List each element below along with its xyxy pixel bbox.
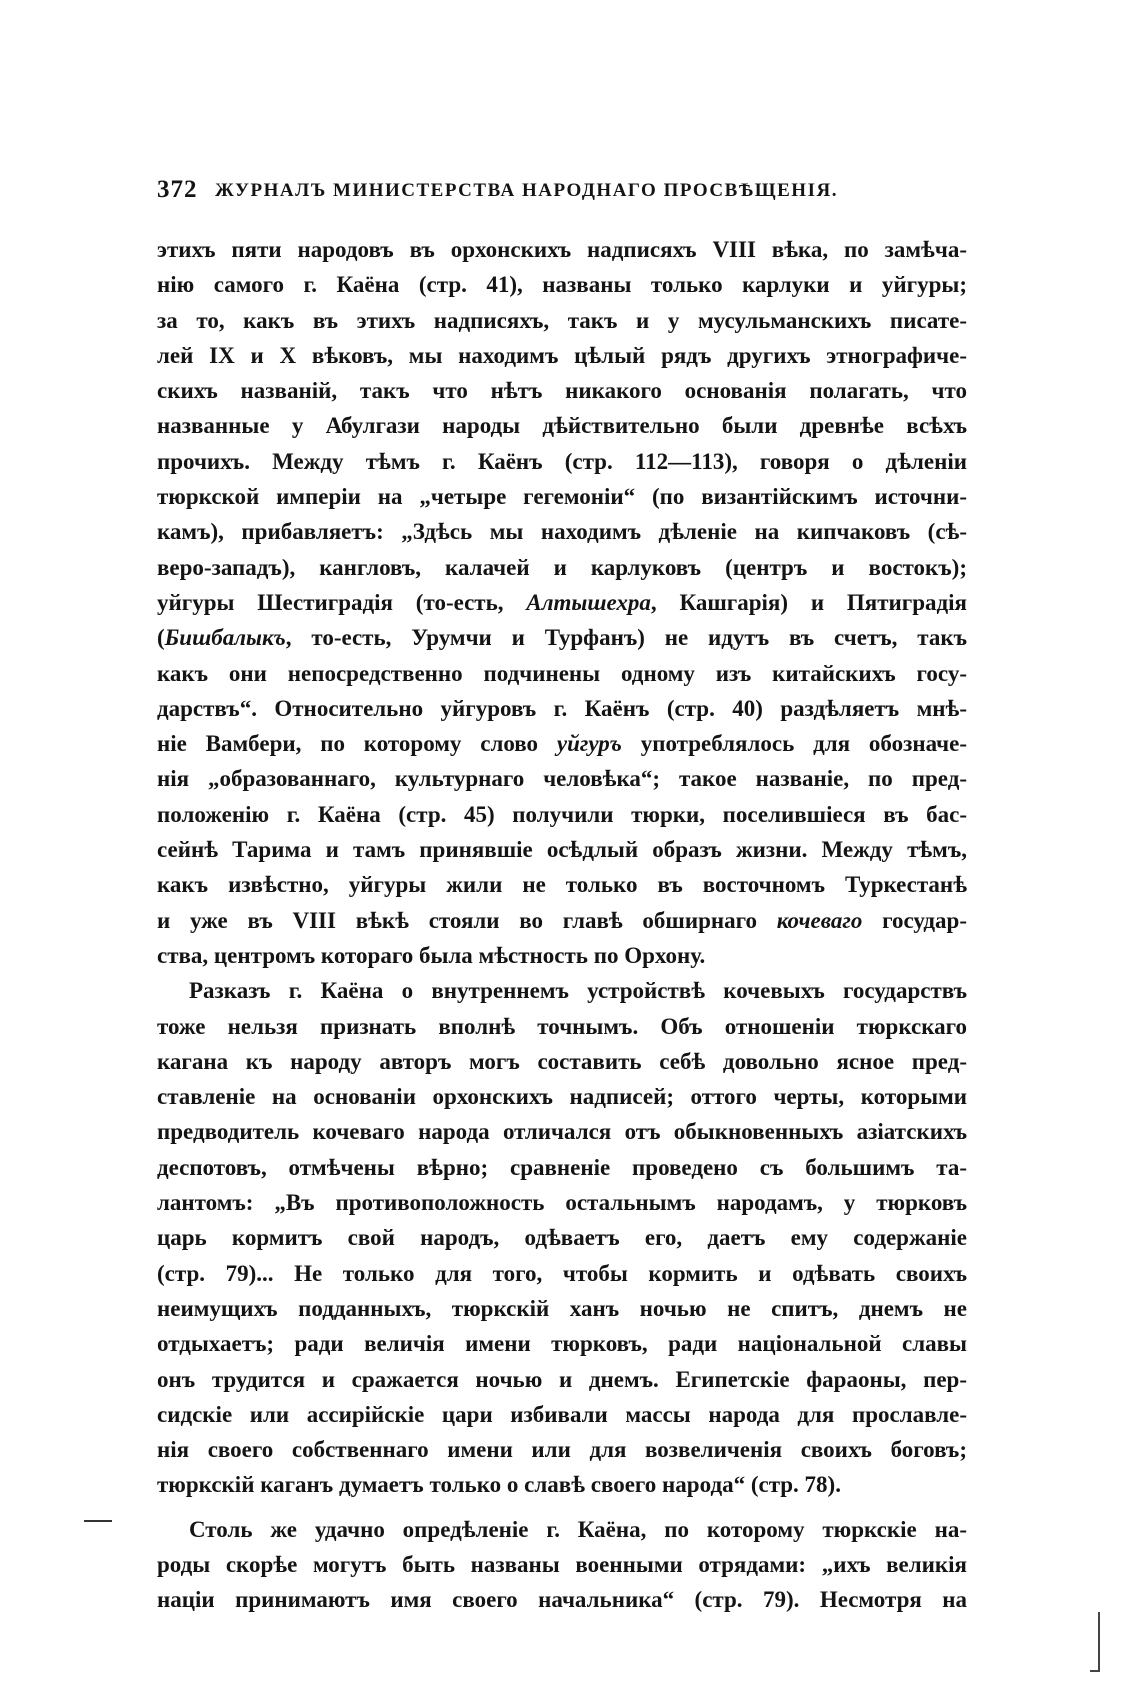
text-line: ставленіе на основаніи орхонскихъ надписей; оттого черты, которыми <box>157 1084 967 1110</box>
text-line: положенію г. Каёна (стр. 45) получили тюрки, поселившіеся въ бас- <box>157 801 967 827</box>
paragraph-1 <box>157 232 967 973</box>
text-line: предводитель кочеваго народа отличался отъ обыкновенныхъ азіатскихъ <box>157 1119 967 1145</box>
text-line: и уже въ VIII вѣкѣ стояли во главѣ обширнаго кочеваго государ- <box>157 907 967 933</box>
text-line: названные у Абулгази народы дѣйствительно были древнѣе всѣхъ <box>157 413 967 439</box>
text-line: націи принимаютъ имя своего начальника“ (стр. 79). Несмотря на <box>157 1587 967 1613</box>
text-line: кагана къ народу авторъ могъ составить себѣ довольно ясное пред- <box>157 1048 967 1074</box>
body-text <box>157 232 967 1618</box>
text-line: тоже нельзя признать вполнѣ точнымъ. Объ отношеніи тюркскаго <box>157 1013 967 1039</box>
text-line: тюркскій каганъ думаетъ только о славѣ своего народа“ (стр. 78). <box>157 1472 841 1498</box>
text-line: деспотовъ, отмѣчены вѣрно; сравненіе проведено съ большимъ та- <box>157 1154 967 1180</box>
text-line: за то, какъ въ этихъ надписяхъ, такъ и у мусульманскихъ писате- <box>157 307 967 333</box>
text-line: (Бишбалыкъ, то-есть, Урумчи и Турфанъ) не идутъ въ счетъ, такъ <box>157 625 967 651</box>
text-line: онъ трудится и сражается ночью и днемъ. Египетскіе фараоны, пер- <box>157 1366 967 1392</box>
text-line: какъ они непосредственно подчинены одному изъ китайскихъ госу- <box>157 660 967 686</box>
text-line: царь кормитъ свой народъ, одѣваетъ его, даетъ ему содержаніе <box>157 1225 967 1251</box>
text-line: Столь же удачно опредѣленіе г. Каёна, по которому тюркскіе на- <box>189 1516 967 1542</box>
running-title: ЖУРНАЛЪ МИНИСТЕРСТВА НАРОДНАГО ПРОСВѢЩЕНІЯ. <box>215 180 838 201</box>
paragraph-2 <box>157 973 967 1502</box>
text-line: дарствъ“. Относительно уйгуровъ г. Каёнъ (стр. 40) раздѣляетъ мнѣ- <box>157 695 967 721</box>
text-line: камъ), прибавляетъ: „Здѣсь мы находимъ дѣленіе на кипчаковъ (сѣ- <box>157 519 967 545</box>
text-line: сейнѣ Тарима и тамъ принявшіе осѣдлый образъ жизни. Между тѣмъ, <box>157 837 967 863</box>
text-line: (стр. 79)... Не только для того, чтобы кормить и одѣвать своихъ <box>157 1260 967 1286</box>
text-line: веро-западъ), кангловъ, калачей и карлуковъ (центръ и востокъ); <box>157 554 967 580</box>
text-line: нію самого г. Каёна (стр. 41), названы только карлуки и уйгуры; <box>157 272 967 298</box>
text-line: скихъ названій, такъ что нѣтъ никакого основанія полагать, что <box>157 378 967 404</box>
text-line: сидскіе или ассирійскіе цари избивали массы народа для прославле- <box>157 1401 967 1427</box>
text-line: лантомъ: „Въ противоположность остальнымъ народамъ, у тюрковъ <box>157 1190 967 1216</box>
text-line: неимущихъ подданныхъ, тюркскій ханъ ночью не спитъ, днемъ не <box>157 1295 967 1321</box>
text-line: какъ извѣстно, уйгуры жили не только въ восточномъ Туркестанѣ <box>157 872 967 898</box>
text-line: отдыхаетъ; ради величія имени тюрковъ, ради національной славы <box>157 1331 967 1357</box>
text-line: уйгуры Шестиградія (то-есть, Алтышехра, Кашгарія) и Пятиградія <box>157 589 967 615</box>
scan-edge-mark <box>1098 1612 1100 1672</box>
paragraph-gap <box>157 1503 967 1512</box>
page-number: 372 <box>157 176 198 203</box>
text-line: роды скорѣе могутъ быть названы военными отрядами: „ихъ великія <box>157 1551 967 1577</box>
page-header <box>157 176 957 206</box>
paragraph-3 <box>157 1512 967 1618</box>
text-line: этихъ пяти народовъ въ орхонскихъ надписяхъ VIII вѣка, по замѣча- <box>157 237 967 262</box>
text-line: ніе Вамбери, по которому слово уйгуръ употреблялось для обозначе- <box>157 731 967 757</box>
text-line: Разказъ г. Каёна о внутреннемъ устройствѣ кочевыхъ государствъ <box>189 978 967 1004</box>
text-line: тюркской имперіи на „четыре гегемоніи“ (по византійскимъ источни- <box>157 484 967 510</box>
margin-dash <box>84 1520 112 1522</box>
text-line: лей IX и X вѣковъ, мы находимъ цѣлый рядъ другихъ этнографиче- <box>157 342 967 368</box>
text-line: нія „образованнаго, культурнаго человѣка“; такое названіе, по пред- <box>157 766 967 792</box>
text-line: прочихъ. Между тѣмъ г. Каёнъ (стр. 112—113), говоря о дѣленіи <box>157 448 967 474</box>
text-line: нія своего собственнаго имени или для возвеличенія своихъ боговъ; <box>157 1437 967 1463</box>
text-line: ства, центромъ котораго была мѣстность по Орхону. <box>157 942 706 968</box>
